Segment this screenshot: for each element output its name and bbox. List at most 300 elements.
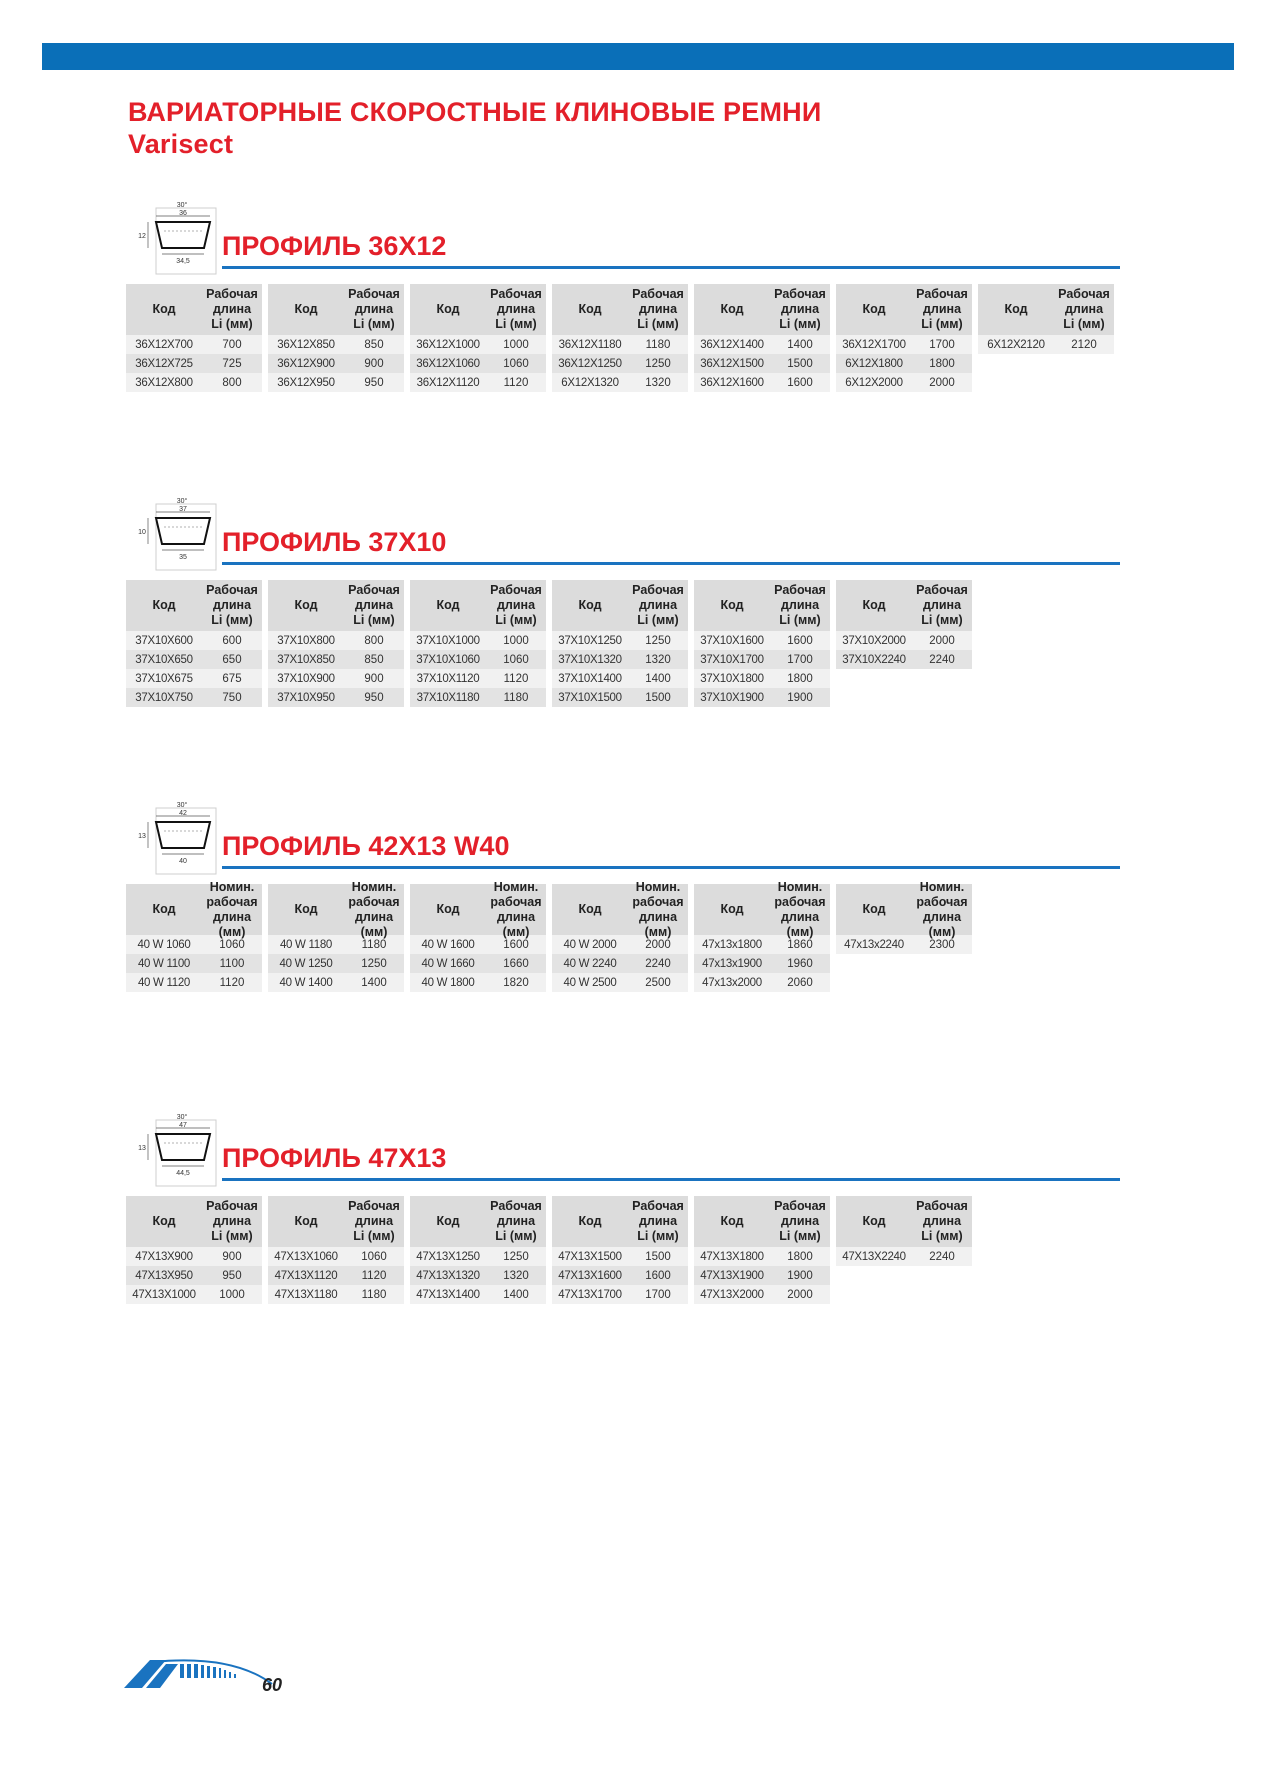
belt-length: 1100 bbox=[219, 957, 245, 970]
belt-code: 37X10X675 bbox=[135, 672, 193, 685]
header-length-line: Li (мм) bbox=[353, 317, 395, 331]
belt-code: 6X12X1800 bbox=[845, 357, 903, 370]
belt-length: 1000 bbox=[503, 634, 529, 647]
belt-code: 36X12X900 bbox=[277, 357, 335, 370]
belt-length: 2300 bbox=[929, 938, 955, 951]
header-length-line: Рабочая bbox=[916, 1199, 968, 1213]
table-row bbox=[126, 373, 262, 392]
table-row bbox=[268, 935, 404, 954]
belt-code: 47x13x2000 bbox=[702, 976, 762, 989]
table-row bbox=[410, 631, 546, 650]
belt-code: 37X10X1250 bbox=[558, 634, 622, 647]
header-length-line: длина bbox=[1064, 302, 1104, 316]
profile-table bbox=[126, 1196, 978, 1304]
header-length-line: Рабочая bbox=[490, 287, 542, 301]
profile-top-width: 47 bbox=[179, 1122, 187, 1129]
header-length bbox=[1054, 287, 1114, 332]
belt-code: 40 W 1180 bbox=[279, 938, 333, 951]
table-header bbox=[552, 879, 688, 939]
header-code: Код bbox=[862, 302, 886, 316]
belt-code: 36X12X1400 bbox=[700, 338, 764, 351]
header-code: Код bbox=[294, 902, 318, 916]
table-column bbox=[268, 284, 404, 392]
header-length bbox=[912, 583, 972, 628]
table-column bbox=[268, 879, 404, 992]
table-row bbox=[552, 354, 688, 373]
header-length-line: Номин. bbox=[635, 879, 681, 894]
header-length bbox=[770, 1199, 830, 1244]
table-row bbox=[694, 1285, 830, 1304]
table-column bbox=[694, 580, 830, 707]
table-row bbox=[836, 650, 972, 669]
profile-section bbox=[126, 496, 1126, 726]
header-length-line: длина (мм) bbox=[780, 909, 820, 939]
header-length-line: Li (мм) bbox=[779, 1229, 821, 1243]
belt-length: 2500 bbox=[645, 976, 671, 989]
belt-code: 47x13x2240 bbox=[844, 938, 904, 951]
header-length-line: длина bbox=[212, 1214, 252, 1228]
header-length-line: длина bbox=[496, 302, 536, 316]
header-code: Код bbox=[294, 1214, 318, 1228]
table-header bbox=[552, 284, 688, 335]
belt-length: 1250 bbox=[361, 957, 387, 970]
table-row bbox=[126, 935, 262, 954]
profile-top-width: 36 bbox=[179, 210, 187, 217]
page-title-brand: Varisect bbox=[128, 129, 234, 159]
header-code: Код bbox=[720, 598, 744, 612]
table-row bbox=[552, 1247, 688, 1266]
table-row bbox=[268, 335, 404, 354]
belt-length: 1660 bbox=[503, 957, 529, 970]
table-column bbox=[836, 879, 972, 992]
header-length bbox=[912, 287, 972, 332]
belt-length: 1060 bbox=[361, 1250, 387, 1263]
header-code: Код bbox=[578, 302, 602, 316]
table-column bbox=[552, 580, 688, 707]
header-length-line: длина bbox=[922, 1214, 962, 1228]
table-column bbox=[552, 879, 688, 992]
table-header bbox=[410, 580, 546, 631]
header-length-line: Li (мм) bbox=[353, 613, 395, 627]
table-column bbox=[410, 284, 546, 392]
belt-length: 600 bbox=[222, 634, 242, 647]
profile-rule bbox=[222, 266, 1120, 269]
table-row bbox=[410, 1247, 546, 1266]
table-row bbox=[126, 631, 262, 650]
belt-code: 37X10X1900 bbox=[700, 691, 764, 704]
belt-length: 1500 bbox=[645, 691, 671, 704]
header-length bbox=[628, 1199, 688, 1244]
header-length-line: Li (мм) bbox=[637, 317, 679, 331]
belt-length: 1860 bbox=[787, 938, 813, 951]
belt-code: 6X12X2120 bbox=[987, 338, 1045, 351]
belt-code: 36X12X725 bbox=[135, 357, 193, 370]
header-length bbox=[486, 880, 546, 940]
header-length-line: длина bbox=[638, 1214, 678, 1228]
profile-height: 12 bbox=[138, 233, 146, 240]
belt-length: 1000 bbox=[503, 338, 529, 351]
belt-code: 37X10X1700 bbox=[700, 653, 764, 666]
belt-length: 1320 bbox=[503, 1269, 529, 1282]
table-row bbox=[268, 1285, 404, 1304]
header-length bbox=[202, 583, 262, 628]
belt-code: 47X13X1900 bbox=[700, 1269, 764, 1282]
header-length-line: Рабочая bbox=[916, 583, 968, 597]
header-length-line: Рабочая bbox=[206, 1199, 258, 1213]
header-length-line: Рабочая bbox=[774, 583, 826, 597]
belt-code: 36X12X1180 bbox=[558, 338, 622, 351]
belt-length: 1400 bbox=[361, 976, 387, 989]
header-length-line: Рабочая bbox=[632, 287, 684, 301]
profile-title: ПРОФИЛЬ 37Х10 bbox=[222, 527, 447, 557]
profile-rule bbox=[222, 1178, 1120, 1181]
header-length bbox=[202, 287, 262, 332]
belt-code: 47X13X1600 bbox=[558, 1269, 622, 1282]
table-header bbox=[268, 284, 404, 335]
table-row bbox=[410, 373, 546, 392]
table-column bbox=[978, 284, 1114, 392]
table-row bbox=[268, 354, 404, 373]
profile-table bbox=[126, 879, 978, 992]
header-length-line: Рабочая bbox=[348, 583, 400, 597]
belt-code: 47X13X1400 bbox=[416, 1288, 480, 1301]
profile-section bbox=[126, 1112, 1126, 1342]
header-length bbox=[912, 880, 972, 940]
table-row bbox=[694, 1266, 830, 1285]
header-code: Код bbox=[720, 1214, 744, 1228]
header-length bbox=[486, 583, 546, 628]
table-row bbox=[410, 688, 546, 707]
belt-code: 47X13X1060 bbox=[274, 1250, 338, 1263]
belt-code: 37X10X900 bbox=[277, 672, 335, 685]
belt-length: 800 bbox=[222, 376, 242, 389]
table-row bbox=[268, 1247, 404, 1266]
belt-length: 1600 bbox=[645, 1269, 671, 1282]
belt-length: 1900 bbox=[787, 691, 813, 704]
belt-length: 900 bbox=[364, 672, 384, 685]
table-row bbox=[268, 669, 404, 688]
header-length bbox=[770, 583, 830, 628]
table-row bbox=[694, 373, 830, 392]
belt-profile-icon bbox=[126, 496, 218, 582]
belt-code: 36X12X700 bbox=[135, 338, 193, 351]
table-row bbox=[268, 973, 404, 992]
header-length-line: длина bbox=[922, 302, 962, 316]
belt-code: 37X10X1800 bbox=[700, 672, 764, 685]
header-length-line: Li (мм) bbox=[495, 317, 537, 331]
table-header bbox=[836, 580, 972, 631]
header-length-line: Li (мм) bbox=[637, 1229, 679, 1243]
table-row bbox=[268, 688, 404, 707]
table-column bbox=[552, 1196, 688, 1304]
table-column bbox=[268, 580, 404, 707]
header-length-line: Li (мм) bbox=[921, 317, 963, 331]
belt-code: 40 W 1250 bbox=[279, 957, 333, 970]
belt-length: 1700 bbox=[645, 1288, 671, 1301]
belt-length: 1400 bbox=[787, 338, 813, 351]
belt-length: 1180 bbox=[361, 938, 387, 951]
belt-code: 36X12X1500 bbox=[700, 357, 764, 370]
belt-code: 47x13x1800 bbox=[702, 938, 762, 951]
belt-length: 2000 bbox=[929, 634, 955, 647]
profile-angle-label: 30° bbox=[176, 202, 188, 209]
belt-length: 1820 bbox=[503, 976, 529, 989]
table-header bbox=[694, 284, 830, 335]
header-code: Код bbox=[294, 598, 318, 612]
table-row bbox=[552, 954, 688, 973]
belt-length: 1250 bbox=[645, 357, 671, 370]
header-length-line: Рабочая bbox=[774, 287, 826, 301]
header-length-line: Li (мм) bbox=[637, 613, 679, 627]
belt-length: 2000 bbox=[645, 938, 671, 951]
table-header bbox=[268, 1196, 404, 1247]
table-row bbox=[410, 954, 546, 973]
header-length-line: Рабочая bbox=[348, 1199, 400, 1213]
table-column bbox=[836, 580, 972, 707]
belt-length: 1800 bbox=[787, 672, 813, 685]
header-length bbox=[912, 1199, 972, 1244]
belt-code: 40 W 1600 bbox=[421, 938, 475, 951]
header-length-line: Рабочая bbox=[774, 1199, 826, 1213]
table-row bbox=[836, 631, 972, 650]
table-row bbox=[410, 935, 546, 954]
header-length-line: длина (мм) bbox=[354, 909, 394, 939]
header-length-line: Li (мм) bbox=[1063, 317, 1105, 331]
table-column bbox=[552, 284, 688, 392]
belt-length: 900 bbox=[222, 1250, 242, 1263]
belt-code: 40 W 1060 bbox=[137, 938, 191, 951]
belt-code: 47X13X1180 bbox=[274, 1288, 338, 1301]
belt-code: 40 W 1800 bbox=[421, 976, 475, 989]
table-row bbox=[552, 335, 688, 354]
table-column bbox=[268, 1196, 404, 1304]
header-code: Код bbox=[720, 902, 744, 916]
header-length-line: Рабочая bbox=[206, 583, 258, 597]
table-row bbox=[268, 1266, 404, 1285]
belt-code: 6X12X1320 bbox=[561, 376, 619, 389]
header-code: Код bbox=[152, 1214, 176, 1228]
table-row bbox=[552, 650, 688, 669]
belt-length: 1900 bbox=[787, 1269, 813, 1282]
belt-length: 1800 bbox=[929, 357, 955, 370]
belt-code: 37X10X800 bbox=[277, 634, 335, 647]
header-length bbox=[344, 880, 404, 940]
table-row bbox=[410, 354, 546, 373]
table-row bbox=[126, 354, 262, 373]
belt-length: 2240 bbox=[929, 653, 955, 666]
belt-length: 1250 bbox=[503, 1250, 529, 1263]
belt-code: 37X10X1120 bbox=[416, 672, 480, 685]
header-length-line: длина (мм) bbox=[212, 909, 252, 939]
profile-bottom-width: 44,5 bbox=[176, 1170, 190, 1177]
table-column bbox=[836, 284, 972, 392]
header-length-line: длина (мм) bbox=[922, 909, 962, 939]
belt-code: 37X10X1400 bbox=[558, 672, 622, 685]
header-length-line: Li (мм) bbox=[495, 1229, 537, 1243]
header-length bbox=[770, 880, 830, 940]
header-length-line: длина bbox=[212, 302, 252, 316]
belt-length: 1400 bbox=[645, 672, 671, 685]
table-row bbox=[836, 335, 972, 354]
belt-code: 40 W 1100 bbox=[137, 957, 191, 970]
header-length-line: Номин. bbox=[493, 879, 539, 894]
belt-code: 47X13X1120 bbox=[274, 1269, 338, 1282]
header-length bbox=[344, 583, 404, 628]
header-length-line: Рабочая bbox=[632, 583, 684, 597]
belt-length: 950 bbox=[364, 691, 384, 704]
header-code: Код bbox=[720, 302, 744, 316]
belt-length: 1000 bbox=[219, 1288, 245, 1301]
belt-length: 2000 bbox=[929, 376, 955, 389]
belt-length: 700 bbox=[222, 338, 242, 351]
table-row bbox=[552, 669, 688, 688]
belt-length: 1120 bbox=[503, 376, 529, 389]
header-length-line: длина bbox=[354, 598, 394, 612]
table-header bbox=[126, 580, 262, 631]
table-column bbox=[836, 1196, 972, 1304]
belt-length: 2120 bbox=[1071, 338, 1097, 351]
table-column bbox=[126, 1196, 262, 1304]
belt-length: 1180 bbox=[503, 691, 529, 704]
header-length bbox=[202, 880, 262, 940]
belt-length: 1600 bbox=[787, 376, 813, 389]
header-code: Код bbox=[294, 302, 318, 316]
table-column bbox=[694, 879, 830, 992]
profile-height: 13 bbox=[138, 1145, 146, 1152]
belt-code: 47X13X1500 bbox=[558, 1250, 622, 1263]
table-row bbox=[268, 373, 404, 392]
belt-length: 1120 bbox=[219, 976, 245, 989]
header-length bbox=[344, 287, 404, 332]
header-length-line: Li (мм) bbox=[495, 613, 537, 627]
header-length bbox=[770, 287, 830, 332]
header-length-line: длина bbox=[638, 598, 678, 612]
belt-code: 47x13x1900 bbox=[702, 957, 762, 970]
table-column bbox=[410, 580, 546, 707]
table-row bbox=[694, 631, 830, 650]
header-length-line: Li (мм) bbox=[779, 317, 821, 331]
table-row bbox=[410, 335, 546, 354]
belt-length: 1960 bbox=[787, 957, 813, 970]
table-row bbox=[694, 354, 830, 373]
belt-code: 37X10X1180 bbox=[416, 691, 480, 704]
belt-code: 36X12X1700 bbox=[842, 338, 906, 351]
header-length-line: Li (мм) bbox=[211, 613, 253, 627]
belt-code: 47X13X950 bbox=[135, 1269, 193, 1282]
belt-length: 950 bbox=[222, 1269, 242, 1282]
belt-code: 40 W 2000 bbox=[563, 938, 617, 951]
header-length-line: длина (мм) bbox=[638, 909, 678, 939]
header-length-line: длина bbox=[638, 302, 678, 316]
belt-code: 47X13X2240 bbox=[842, 1250, 906, 1263]
table-row bbox=[268, 631, 404, 650]
table-header bbox=[410, 879, 546, 939]
table-row bbox=[268, 954, 404, 973]
header-code: Код bbox=[436, 902, 460, 916]
belt-length: 1180 bbox=[361, 1288, 387, 1301]
table-row bbox=[126, 650, 262, 669]
header-length-line: рабочая bbox=[774, 894, 826, 909]
belt-length: 1060 bbox=[503, 357, 529, 370]
belt-code: 37X10X650 bbox=[135, 653, 193, 666]
belt-code: 37X10X2240 bbox=[842, 653, 906, 666]
table-row bbox=[694, 669, 830, 688]
header-length-line: длина bbox=[496, 598, 536, 612]
header-length-line: длина bbox=[212, 598, 252, 612]
belt-code: 37X10X1500 bbox=[558, 691, 622, 704]
belt-profile-icon bbox=[126, 1112, 218, 1198]
table-header bbox=[552, 580, 688, 631]
profile-top-width: 37 bbox=[179, 506, 187, 513]
belt-code: 37X10X950 bbox=[277, 691, 335, 704]
table-row bbox=[552, 935, 688, 954]
header-code: Код bbox=[152, 902, 176, 916]
profile-top-width: 42 bbox=[179, 810, 187, 817]
page-title-ru: ВАРИАТОРНЫЕ СКОРОСТНЫЕ КЛИНОВЫЕ РЕМНИ bbox=[128, 97, 822, 127]
profile-bottom-width: 35 bbox=[179, 554, 187, 561]
table-column bbox=[126, 284, 262, 392]
header-length bbox=[628, 583, 688, 628]
belt-length: 850 bbox=[364, 653, 384, 666]
belt-length: 1800 bbox=[787, 1250, 813, 1263]
belt-code: 6X12X2000 bbox=[845, 376, 903, 389]
belt-length: 750 bbox=[222, 691, 242, 704]
belt-code: 37X10X850 bbox=[277, 653, 335, 666]
table-row bbox=[836, 935, 972, 954]
belt-code: 47X13X1700 bbox=[558, 1288, 622, 1301]
belt-code: 37X10X1320 bbox=[558, 653, 622, 666]
profile-title: ПРОФИЛЬ 47Х13 bbox=[222, 1143, 447, 1173]
header-length-line: Рабочая bbox=[916, 287, 968, 301]
belt-code: 37X10X1060 bbox=[416, 653, 480, 666]
table-row bbox=[552, 631, 688, 650]
belt-length: 2240 bbox=[645, 957, 671, 970]
belt-code: 36X12X850 bbox=[277, 338, 335, 351]
profile-bottom-width: 40 bbox=[179, 858, 187, 865]
header-length-line: Li (мм) bbox=[211, 317, 253, 331]
table-row bbox=[836, 1247, 972, 1266]
belt-length: 2060 bbox=[787, 976, 813, 989]
belt-length: 1700 bbox=[787, 653, 813, 666]
table-row bbox=[552, 1285, 688, 1304]
table-column bbox=[126, 580, 262, 707]
belt-code: 36X12X1060 bbox=[416, 357, 480, 370]
belt-code: 40 W 2500 bbox=[563, 976, 617, 989]
belt-length: 1600 bbox=[503, 938, 529, 951]
header-length bbox=[344, 1199, 404, 1244]
table-row bbox=[126, 954, 262, 973]
header-length-line: Li (мм) bbox=[779, 613, 821, 627]
table-row bbox=[694, 1247, 830, 1266]
profile-height: 13 bbox=[138, 833, 146, 840]
table-header bbox=[836, 284, 972, 335]
table-row bbox=[126, 688, 262, 707]
header-length-line: длина bbox=[780, 1214, 820, 1228]
header-length-line: Li (мм) bbox=[211, 1229, 253, 1243]
belt-length: 725 bbox=[222, 357, 242, 370]
header-length bbox=[486, 1199, 546, 1244]
belt-profile-icon bbox=[126, 800, 218, 886]
header-length-line: длина bbox=[354, 302, 394, 316]
belt-code: 36X12X800 bbox=[135, 376, 193, 389]
profile-angle-label: 30° bbox=[176, 1114, 188, 1121]
header-code: Код bbox=[1004, 302, 1028, 316]
belt-code: 36X12X1120 bbox=[416, 376, 480, 389]
belt-code: 47X13X1250 bbox=[416, 1250, 480, 1263]
belt-code: 47X13X1800 bbox=[700, 1250, 764, 1263]
belt-length: 1320 bbox=[645, 653, 671, 666]
belt-length: 1500 bbox=[645, 1250, 671, 1263]
